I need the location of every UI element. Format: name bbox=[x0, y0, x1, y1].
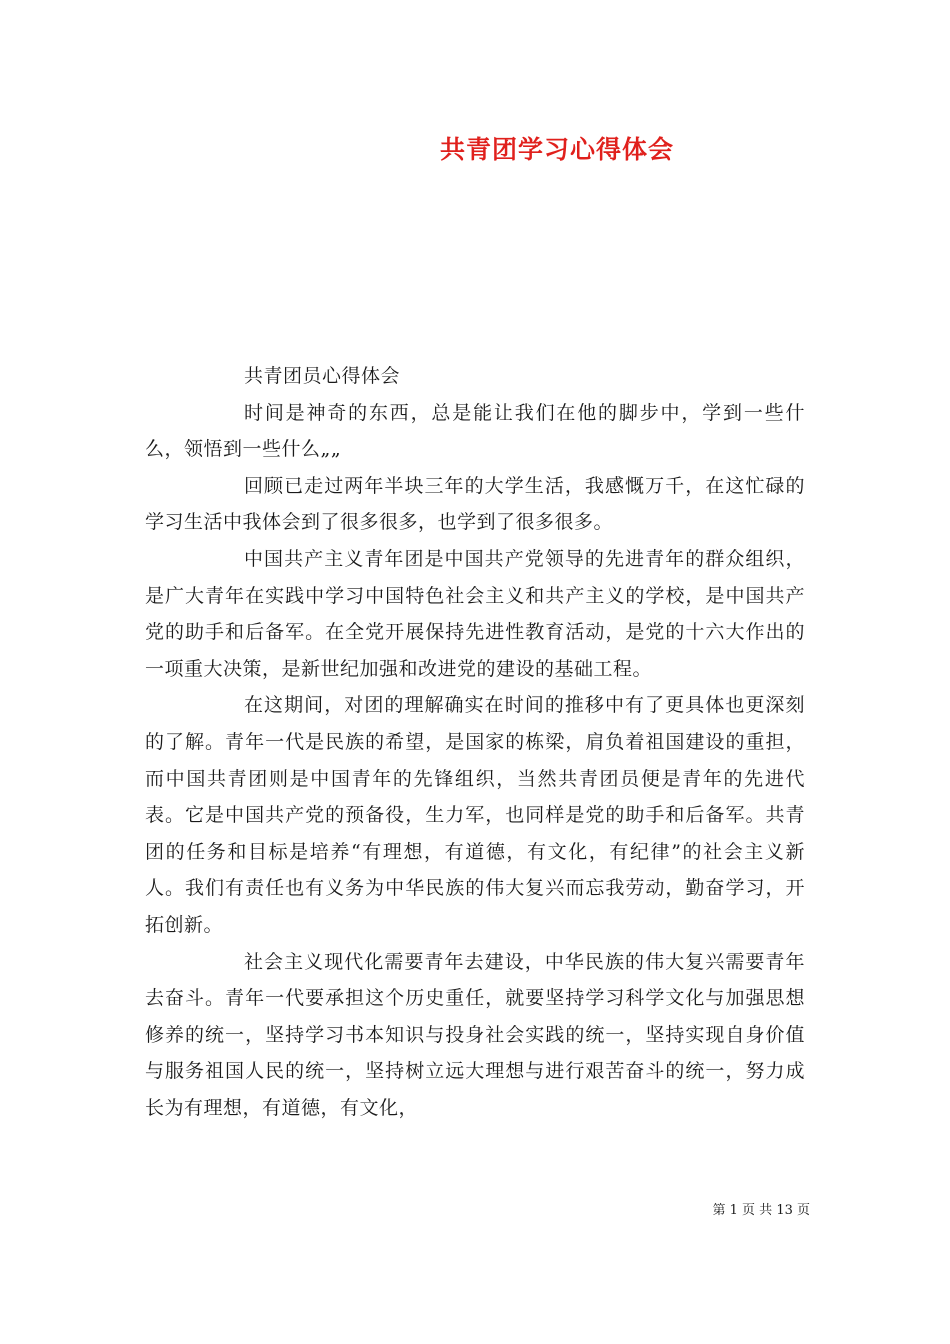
paragraph: 回顾已走过两年半块三年的大学生活，我感慨万千，在这忙碌的学习生活中我体会到了很多很多，也学到了很多很多。 bbox=[145, 474, 805, 534]
page-number-footer: 第 1 页 共 13 页 bbox=[712, 1203, 810, 1218]
paragraph: 中国共产主义青年团是中国共产党领导的先进青年的群众组织，是广大青年在实践中学习中国特色社会主义和共产主义的学校，是中国共产党的助手和后备军。在全党开展保持先进性教育活动，是党的十六大作出的一项重大决策，是新世纪加强和改进党的建设的基础工程。 bbox=[145, 547, 805, 680]
paragraph-subtitle: 共青团员心得体会 bbox=[244, 365, 401, 387]
paragraph: 社会主义现代化需要青年去建设，中华民族的伟大复兴需要青年去奋斗。青年一代要承担这个历史重任，就要坚持学习科学文化与加强思想修养的统一，坚持学习书本知识与投身社会实践的统一，坚持实现自身价值与服务祖国人民的统一，坚持树立远大理想与进行艰苦奋斗的统一，努力成长为有理想，有道德，有文化， bbox=[145, 950, 805, 1119]
document-title: 共青团学习心得体会 bbox=[440, 135, 675, 164]
document-body bbox=[145, 358, 805, 1126]
paragraph: 在这期间，对团的理解确实在时间的推移中有了更具体也更深刻的了解。青年一代是民族的希望，是国家的栋梁，肩负着祖国建设的重担，而中国共青团则是中国青年的先锋组织，当然共青团员便是青年的先进代表。它是中国共产党的预备役，生力军，也同样是党的助手和后备军。共青团的任务和目标是培养“有理想，有道德，有文化，有纪律”的社会主义新人。我们有责任也有义务为中华民族的伟大复兴而忘我劳动，勤奋学习，开拓创新。 bbox=[145, 694, 805, 936]
paragraph: 时间是神奇的东西，总是能让我们在他的脚步中，学到一些什么，领悟到一些什么„„ bbox=[145, 401, 805, 461]
